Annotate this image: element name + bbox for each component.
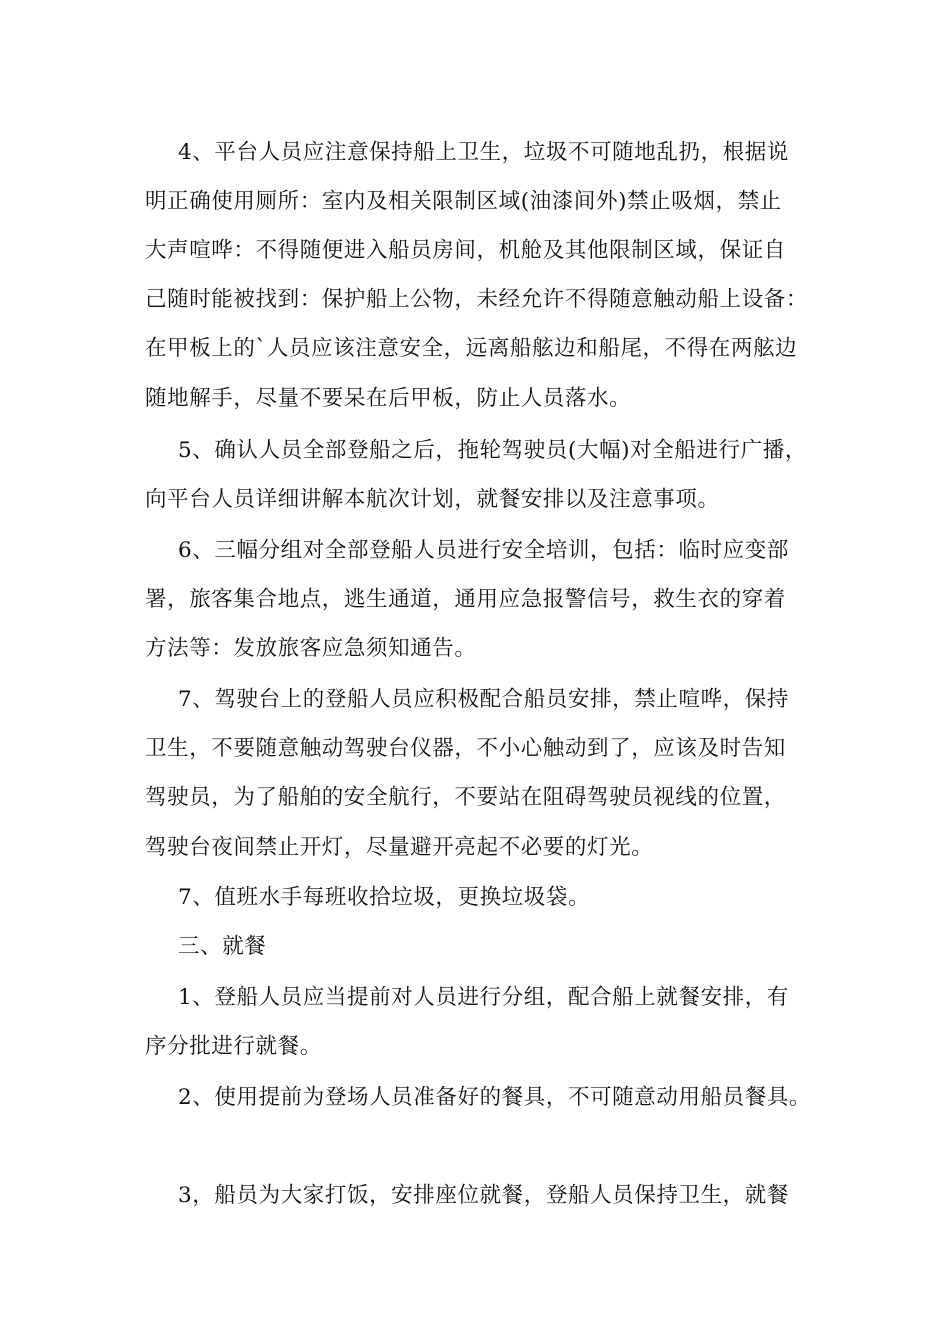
paragraph-4-line-4: 己随时能被找到：保护船上公物，未经允许不得随意触动船上设备： <box>145 287 809 312</box>
paragraph-7-line-4: 驾驶台夜间禁止开灯，尽量避开亮起不必要的灯光。 <box>145 835 654 860</box>
paragraph-4-line-3: 大声喧哗：不得随便进入船员房间，机舱及其他限制区域，保证自 <box>145 238 786 263</box>
dining-item-1-line-1: 1、登船人员应当提前对人员进行分组，配合船上就餐安排，有 <box>178 985 789 1010</box>
paragraph-4-line-6: 随地解手，尽量不要呆在后甲板，防止人员落水。 <box>145 386 632 411</box>
paragraph-5-line-2: 向平台人员详细讲解本航次计划，就餐安排以及注意事项。 <box>145 487 720 512</box>
dining-item-1-line-2: 序分批进行就餐。 <box>145 1034 322 1059</box>
dining-item-2-line-1: 2、使用提前为登场人员准备好的餐具，不可随意动用船员餐具。 <box>178 1085 812 1110</box>
paragraph-4-line-2: 明正确使用厕所：室内及相关限制区域(油漆间外)禁止吸烟，禁止 <box>145 189 782 214</box>
section-heading-dining: 三、就餐 <box>178 934 267 959</box>
paragraph-6-line-2: 署，旅客集合地点，逃生通道，通用应急报警信号，救生衣的穿着 <box>145 587 786 612</box>
paragraph-7-line-1: 7、驾驶台上的登船人员应积极配合船员安排，禁止喧哗，保持 <box>178 687 789 712</box>
paragraph-6-line-3: 方法等：发放旅客应急须知通告。 <box>145 636 477 661</box>
paragraph-6-line-1: 6、三幅分组对全部登船人员进行安全培训，包括：临时应变部 <box>178 538 789 563</box>
paragraph-7b-line-1: 7、值班水手每班收拾垃圾，更换垃圾袋。 <box>178 885 591 910</box>
paragraph-4-line-1: 4、平台人员应注意保持船上卫生，垃圾不可随地乱扔，根据说 <box>178 140 789 165</box>
paragraph-7-line-3: 驾驶员，为了船舶的安全航行，不要站在阻碍驾驶员视线的位置， <box>145 785 786 810</box>
paragraph-7-line-2: 卫生，不要随意触动驾驶台仪器，不小心触动到了，应该及时告知 <box>145 736 786 761</box>
dining-item-3-line-1: 3，船员为大家打饭，安排座位就餐，登船人员保持卫生，就餐 <box>178 1183 789 1208</box>
paragraph-4-line-5: 在甲板上的`人员应该注意安全，远离船舷边和船尾，不得在两舷边 <box>145 336 798 361</box>
paragraph-5-line-1: 5、确认人员全部登船之后，拖轮驾驶员(大幅)对全船进行广播， <box>178 438 807 463</box>
